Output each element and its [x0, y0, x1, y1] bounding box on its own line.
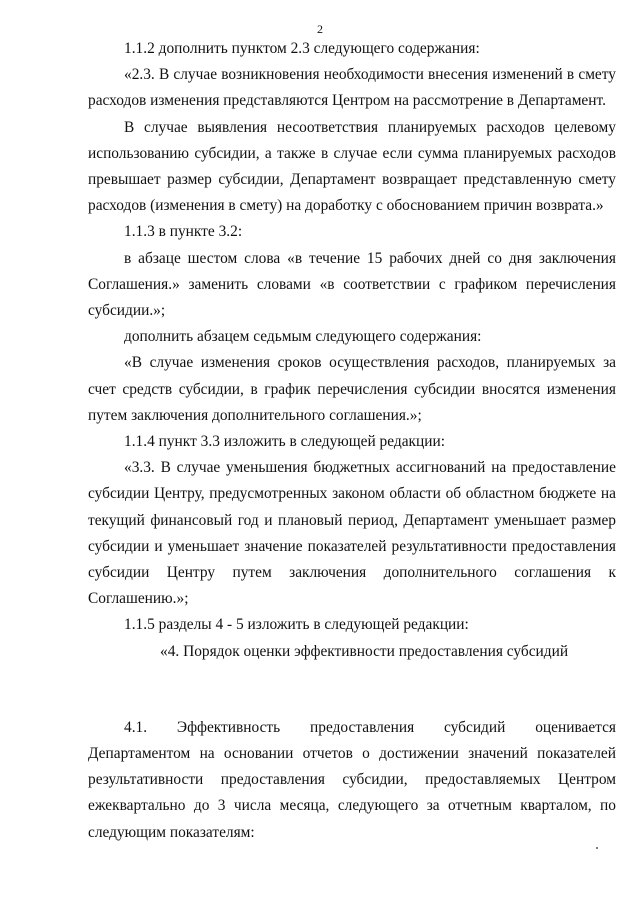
page-number: 2: [317, 22, 323, 36]
document-body: [88, 36, 616, 846]
paragraph-2-3-continued: В случае выявления несоответствия планируемых расходов целевому использованию субсидии, а также в случае если сумма планируемых расходов превышает размер субсидии, Департамент возвращает представленную смету расходов (изменения в смету) на доработку с обоснованием причин возврата.»: [88, 118, 616, 215]
paragraph-1-1-5: 1.1.5 разделы 4 - 5 изложить в следующей редакции:: [124, 616, 469, 634]
paragraph-abzac-7-intro: дополнить абзацем седьмым следующего содержания:: [124, 328, 482, 346]
paragraph-1-1-4: 1.1.4 пункт 3.3 изложить в следующей редакции:: [124, 433, 445, 451]
paragraph-1-1-2: 1.1.2 дополнить пунктом 2.3 следующего содержания:: [124, 40, 480, 57]
paragraph-2-3: «2.3. В случае возникновения необходимости внесения изменений в смету расходов изменения представляются Центром на рассмотрение в Департамент.: [88, 66, 616, 110]
scan-speck: [596, 847, 598, 849]
paragraph-3-3: «3.3. В случае уменьшения бюджетных ассигнований на предоставление субсидии Центру, предусмотренных законом области об областном бюджете на текущий финансовый год и плановый период, Департамент уменьшает размер субсидии и уменьшает значение показателей результативности предоставления субсидии Центру путем заключения дополнительного соглашения к Соглашению.»;: [88, 459, 616, 608]
paragraph-abzac-7: «В случае изменения сроков осуществления расходов, планируемых за счет средств субсидии, в график перечисления субсидии вносятся изменения путем заключения дополнительного соглашения.»;: [88, 354, 616, 424]
paragraph-1-1-3: 1.1.3 в пункте 3.2:: [124, 223, 243, 241]
paragraph-4-1: 4.1. Эффективность предоставления субсидий оценивается Департаментом на основании отчетов о достижении значений показателей результативности предоставления субсидии, предоставляемых Центром ежеквартально до 3 числа месяца, следующего за отчетным кварталом, по следующим показателям:: [88, 718, 616, 841]
section-4-heading: «4. Порядок оценки эффективности предоставления субсидий: [160, 642, 569, 660]
paragraph-abzac-6: в абзаце шестом слова «в течение 15 рабочих дней со дня заключения Соглашения.» заменить словами «в соответствии с графиком перечисления субсидии.»;: [88, 249, 616, 320]
